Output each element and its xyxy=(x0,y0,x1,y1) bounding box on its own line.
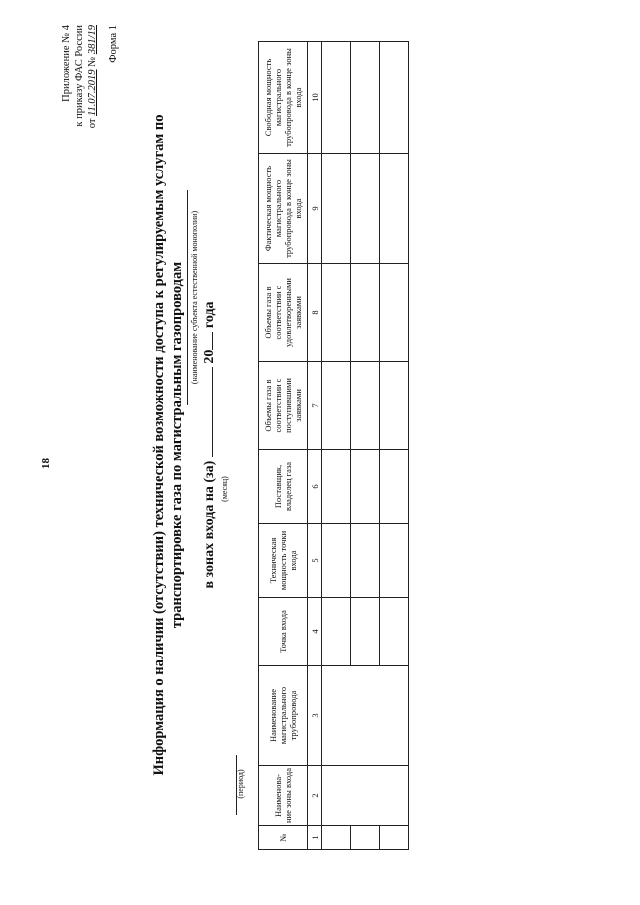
table-row xyxy=(322,42,351,850)
column-number: 5 xyxy=(308,524,322,598)
column-number: 8 xyxy=(308,264,322,362)
column-number: 1 xyxy=(308,826,322,850)
appendix-block xyxy=(60,25,99,175)
handwritten-date: 11.07.2019 xyxy=(87,69,98,116)
column-number-row xyxy=(308,42,322,850)
month-caption: (месяц) xyxy=(220,476,229,502)
header-cell: Техническая мощность точки входа xyxy=(259,524,308,598)
header-cell: Точка входа xyxy=(259,598,308,666)
appendix-line3 xyxy=(86,25,99,175)
handwritten-number: 381/19 xyxy=(87,25,98,55)
access-table xyxy=(258,41,409,850)
header-row xyxy=(259,42,308,850)
appendix-line2: к приказу ФАС России xyxy=(74,25,85,127)
year-prefix: 20 xyxy=(202,349,217,364)
column-number: 9 xyxy=(308,154,322,264)
page-number: 18 xyxy=(40,458,52,469)
column-number: 6 xyxy=(308,450,322,524)
year-blank xyxy=(200,332,213,350)
header-cell: Поставщик, владелец газа xyxy=(259,450,308,524)
header-cell: Объемы газа в соответствии с удовлетворенными заявками xyxy=(259,264,308,362)
column-number: 4 xyxy=(308,598,322,666)
header-cell: Объемы газа в соответствии с поступившими заявками xyxy=(259,362,308,450)
form-label: Форма 1 xyxy=(108,25,119,63)
document-title xyxy=(150,65,186,825)
number-label: № xyxy=(87,56,98,67)
from-label: от xyxy=(87,118,98,129)
zone-line xyxy=(200,185,218,705)
column-number: 3 xyxy=(308,666,322,766)
title-line1: Информация о наличии (отсутствии) технической возможности доступа к регулируемым услугам по xyxy=(151,114,167,776)
zone-name-cell xyxy=(322,766,409,826)
column-number: 2 xyxy=(308,766,322,826)
header-cell: Свободная мощность магистрального трубопровода в конце зоны входа xyxy=(259,42,308,154)
title-line2: транспортировке газа по магистральным газопроводам xyxy=(169,261,185,629)
header-cell: Фактическая мощность магистрального трубопровода в конце зоны входа xyxy=(259,154,308,264)
pipeline-name-cell xyxy=(322,666,409,766)
header-cell: Наименова-ние зоны входа xyxy=(259,766,308,826)
column-number: 7 xyxy=(308,362,322,450)
month-blank xyxy=(200,367,213,457)
header-cell: Наименование магистрального трубопровода xyxy=(259,666,308,766)
header-cell: № xyxy=(259,826,308,850)
subject-underline xyxy=(187,190,188,405)
year-suffix: года xyxy=(202,301,217,329)
appendix-line1: Приложение № 4 xyxy=(61,25,72,102)
subject-caption: (наименование субъекта естественной монополии) xyxy=(190,210,199,385)
column-number: 10 xyxy=(308,42,322,154)
period-caption: (период) xyxy=(236,769,245,799)
zone-prefix: в зонах входа на (за) xyxy=(202,460,217,589)
